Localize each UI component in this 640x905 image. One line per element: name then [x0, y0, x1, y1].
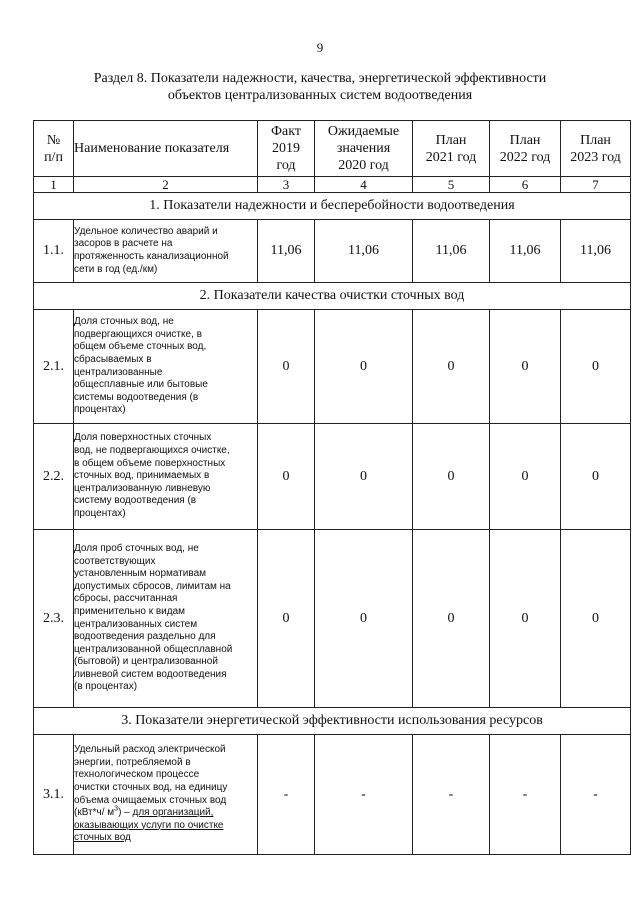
page-number: 9: [316, 40, 324, 55]
value-cell: 11,06: [413, 220, 490, 283]
value-cell: 0: [490, 424, 561, 530]
row-number: 1.1.: [34, 220, 74, 283]
column-number: 7: [561, 177, 631, 193]
column-number: 1: [34, 177, 74, 193]
row-number: 2.2.: [34, 424, 74, 530]
header-plan-2022: План 2022 год: [490, 121, 561, 177]
value-cell: 0: [258, 424, 315, 530]
header-expected-2020: Ожидаемые значения 2020 год: [315, 121, 413, 177]
header-num: № п/п: [34, 121, 74, 177]
header-row: [34, 121, 631, 177]
value-cell: 0: [258, 310, 315, 424]
group-row: [34, 283, 631, 310]
table-row: [34, 735, 631, 855]
indicator-name: Удельное количество аварий и засоров в расчете на протяженность канализационной сети в год (ед./км): [74, 220, 258, 283]
group-title: 3. Показатели энергетической эффективности использования ресурсов: [34, 708, 631, 735]
table-row: [34, 530, 631, 708]
header-fact-2019: Факт 2019 год: [258, 121, 315, 177]
group-title: 1. Показатели надежности и бесперебойности водоотведения: [34, 193, 631, 220]
column-number: 5: [413, 177, 490, 193]
value-cell: -: [315, 735, 413, 855]
row-number: 2.3.: [34, 530, 74, 708]
value-cell: -: [490, 735, 561, 855]
header-plan-2023: План 2023 год: [561, 121, 631, 177]
table-row: [34, 310, 631, 424]
table-row: [34, 424, 631, 530]
value-cell: 0: [315, 424, 413, 530]
table-row: [34, 220, 631, 283]
section-title: [40, 70, 600, 104]
header-plan-2021: План 2021 год: [413, 121, 490, 177]
value-cell: 11,06: [315, 220, 413, 283]
value-cell: 0: [413, 424, 490, 530]
value-cell: 0: [490, 310, 561, 424]
column-number: 6: [490, 177, 561, 193]
section-title-line1: Раздел 8. Показатели надежности, качества, энергетической эффективности: [93, 71, 547, 86]
value-cell: -: [413, 735, 490, 855]
section-title-line2: объектов централизованных систем водоотведения: [167, 88, 473, 103]
column-number: 2: [74, 177, 258, 193]
value-cell: 0: [315, 310, 413, 424]
value-cell: 0: [561, 310, 631, 424]
column-number-row: [34, 177, 631, 193]
value-cell: 0: [413, 530, 490, 708]
row-number: 2.1.: [34, 310, 74, 424]
column-number: 4: [315, 177, 413, 193]
group-row: [34, 708, 631, 735]
value-cell: 11,06: [490, 220, 561, 283]
row-number: 3.1.: [34, 735, 74, 855]
group-title: 2. Показатели качества очистки сточных вод: [34, 283, 631, 310]
indicators-table: [33, 120, 631, 855]
value-cell: 11,06: [258, 220, 315, 283]
group-row: [34, 193, 631, 220]
indicator-name: Доля поверхностных сточных вод, не подвергающихся очистке, в общем объеме поверхностных сточных вод, принимаемых в централизованную ливневую систему водоотведения (в процентах): [74, 424, 258, 530]
value-cell: 0: [561, 530, 631, 708]
value-cell: 0: [258, 530, 315, 708]
value-cell: -: [258, 735, 315, 855]
value-cell: 0: [315, 530, 413, 708]
value-cell: 11,06: [561, 220, 631, 283]
value-cell: 0: [413, 310, 490, 424]
header-name: Наименование показателя: [74, 121, 258, 177]
value-cell: 0: [561, 424, 631, 530]
column-number: 3: [258, 177, 315, 193]
value-cell: -: [561, 735, 631, 855]
indicator-name: Доля сточных вод, не подвергающихся очистке, в общем объеме сточных вод, сбрасываемых в централизованные общесплавные или бытовые системы водоотведения (в процентах): [74, 310, 258, 424]
value-cell: 0: [490, 530, 561, 708]
indicator-name: Удельный расход электрической энергии, потребляемой в технологическом процессе очистки сточных вод, на единицу объема очищаемых сточных вод (кВт*ч/ $м^3$) – для организаций, оказывающих услуги по очистке сточных вод: [74, 735, 258, 855]
indicator-name: Доля проб сточных вод, не соответствующих установленным нормативам допустимых сбросов, лимитам на сбросы, рассчитанная применительно к видам централизованных систем водоотведения раздельно для централизованной общесплавной (бытовой) и централизованной ливневой систем водоотведения (в процентах): [74, 530, 258, 708]
